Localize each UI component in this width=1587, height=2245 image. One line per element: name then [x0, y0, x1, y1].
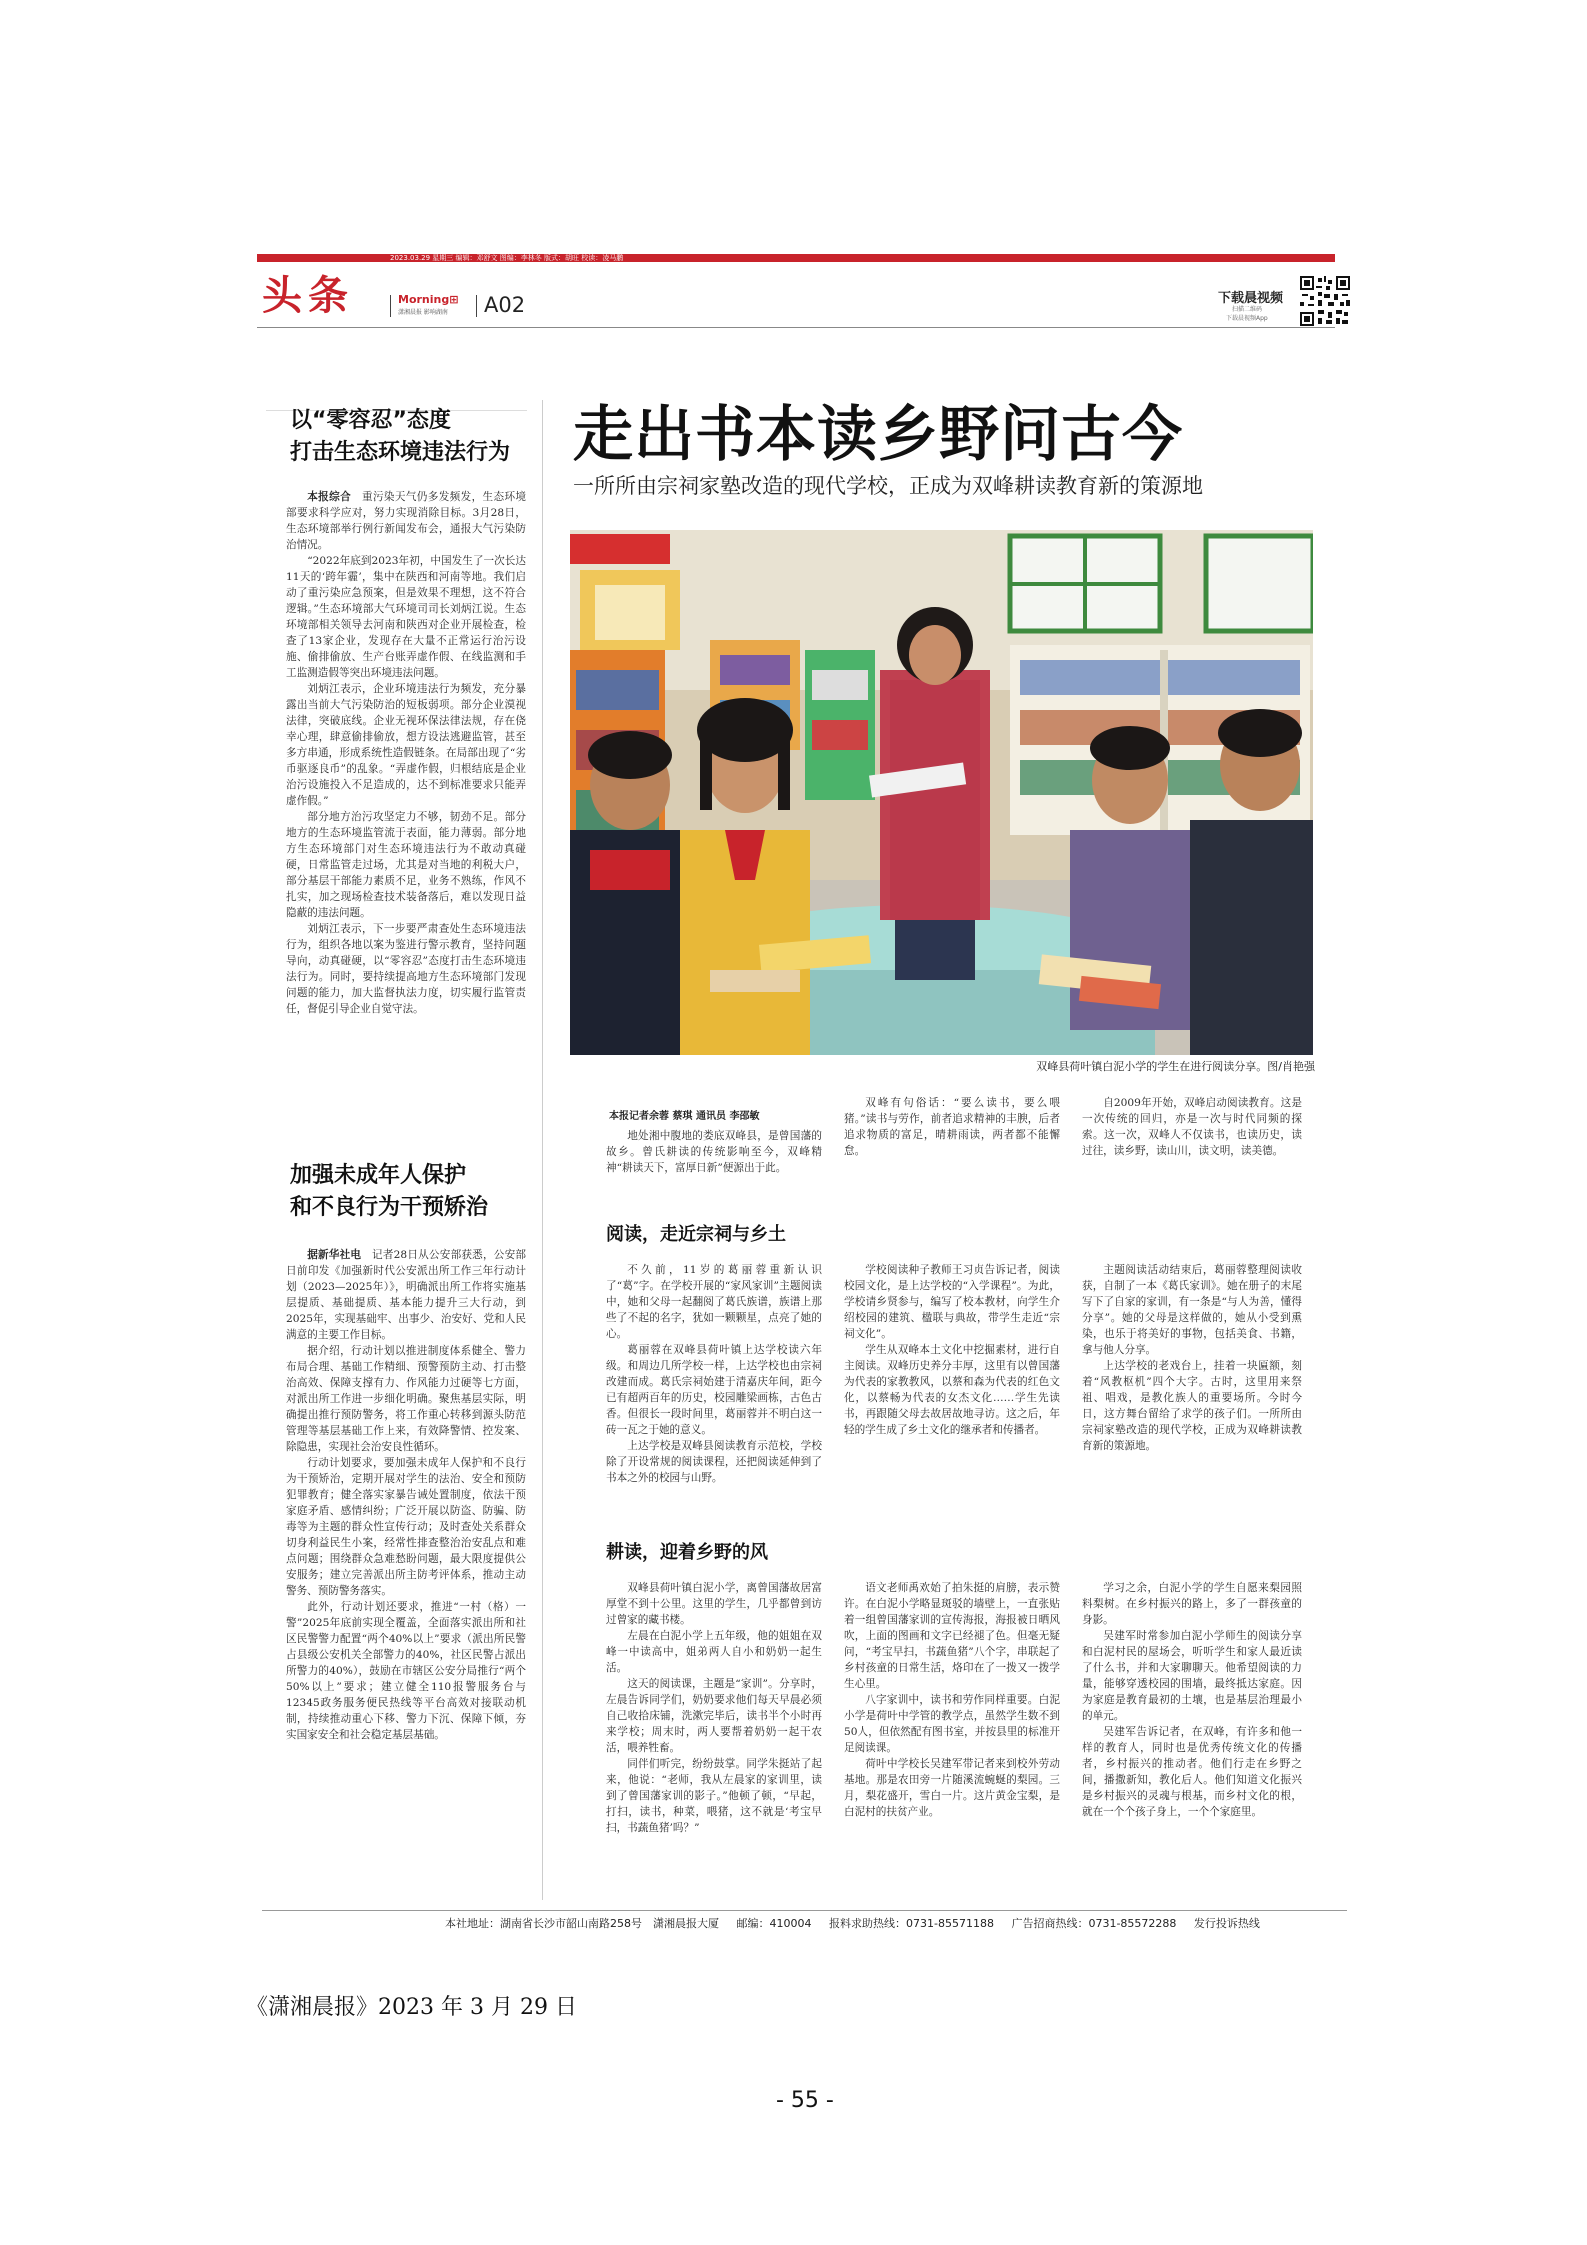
page-number: A02: [484, 293, 526, 317]
download-subtitle: 扫描二维码: [1232, 306, 1263, 313]
article-paragraph: “2022年底到2023年初，中国发生了一次长达11天的‘跨年霾’，集中在陕西和河南等地。我们启动了重污染应急预案，但是效果不理想，这不符合逻辑。”生态环境部大气环境司司长刘炳江说。生态环境部相关领导去河南和陕西对企业开展检查，检查了13家企业，发现存在大量不正常运行治污设施、偷排偷放、生产台账弄虚作假、在线监测和手工监测造假等突出环境违法问题。: [286, 555, 526, 679]
article-paragraph: 学校阅读种子教师王习贞告诉记者，阅读校园文化，是上达学校的“入学课程”。为此，学校请乡贤参与，编写了校本教材，向学生介绍校园的建筑、楹联与典故，带学生走近“宗祠文化”。: [844, 1264, 1060, 1340]
page-indicator: - 55 -: [776, 2088, 834, 2113]
article-column: [1082, 1580, 1302, 1820]
logo-slogan: 潇湘晨报 影响湖南: [398, 309, 448, 316]
download-title: 下载晨视频: [1218, 291, 1284, 306]
qr-code-icon[interactable]: [1300, 276, 1350, 326]
headline-line: 打击生态环境违法行为: [290, 440, 511, 465]
article-headline: [290, 1160, 560, 1224]
article-paragraph: 八字家训中，读书和劳作同样重要。白泥小学是荷叶中学管的教学点，虽然学生数不到50人，但依然配有图书室，并按县里的标准开足阅读课。: [844, 1694, 1060, 1754]
article-paragraph: 吴建军告诉记者，在双峰，有许多和他一样的教育人，同时也是优秀传统文化的传播者，乡村振兴的推动者。他们行走在乡野之间，播撒新知，教化后人。他们知道文化振兴是乡村振兴的灵魂与根基，而乡村文化的根，就在一个个孩子身上，一个个家庭里。: [1082, 1726, 1302, 1818]
article-paragraph: 荷叶中学校长吴建军带记者来到校外劳动基地。那是农田旁一片随溪流蜿蜒的梨园。三月，梨花盛开，雪白一片。这片黄金宝梨，是白泥村的扶贫产业。: [844, 1758, 1060, 1818]
article-paragraph: 葛丽蓉在双峰县荷叶镇上达学校读六年级。和周边几所学校一样，上达学校也由宗祠改建而成。葛氏宗祠始建于清嘉庆年间，距今已有超两百年的历史，校园雕梁画栋，古色古香。但很长一段时间里，葛丽蓉并不明白这一砖一瓦之于她的意义。: [606, 1344, 822, 1436]
byline: 本报记者余蓉 蔡琪 通讯员 李邵敏: [609, 1111, 760, 1122]
footer-ad-hotline: 广告招商热线：0731-85572288: [1011, 1917, 1177, 1930]
headline-line: 加强未成年人保护: [290, 1163, 467, 1188]
header-rule: [257, 327, 1335, 328]
article-paragraph: 语文老师禹欢始了拍朱挺的肩膀，表示赞许。在白泥小学略显斑驳的墙壁上，一直张贴着一组曾国藩家训的宣传海报，海报被日晒风吹，上面的图画和文字已经褪了色。但毫无疑问，“考宝早扫，书蔬鱼猪”八个字，串联起了乡村孩童的日常生活，烙印在了一拨又一拨学生心里。: [844, 1582, 1060, 1690]
article-paragraph: 双峰县荷叶镇白泥小学，离曾国藩故居富厚堂不到十公里。这里的学生，几乎都曾到访过曾家的藏书楼。: [606, 1582, 822, 1626]
section-title: 头条: [262, 273, 354, 319]
article-paragraph: 刘炳江表示，下一步要严肃查处生态环境违法行为，组织各地以案为鉴进行警示教育，坚持问题导向，动真碰硬，以“零容忍”态度打击生态环境违法行为。同时，要持续提高地方生态环境部门发现问题的能力，加大监督执法力度，切实履行监管责任，督促引导企业自觉守法。: [286, 923, 526, 1015]
article-paragraph: 据新华社电 记者28日从公安部获悉，公安部日前印发《加强新时代公安派出所工作三年行动计划（2023—2025年）》，明确派出所工作将实施基层提质、基础提质、基本能力提升三大行动，到2025年，实现基础牢、出事少、治安好、党和人民满意的主要工作目标。: [286, 1249, 526, 1341]
section-heading: 耕读，迎着乡野的风: [606, 1542, 768, 1563]
article-paragraph: 学习之余，白泥小学的学生自愿来梨园照料梨树。在乡村振兴的路上，多了一群孩童的身影。: [1082, 1582, 1302, 1626]
article-paragraph: 行动计划要求，要加强未成年人保护和不良行为干预矫治，定期开展对学生的法治、安全和预防犯罪教育；健全落实家暴告诫处置制度，依法干预家庭矛盾、感情纠纷；广泛开展以防盗、防骗、防毒等为主题的群众性宣传行动；及时查处关系群众切身利益民生小案，经常性排查整治治安乱点和难点问题；围绕群众急难愁盼问题，最大限度提供公安服务；建立完善派出所主防考评体系，推动主动警务、预防警务落实。: [286, 1457, 526, 1597]
footer-address: 本社地址：湖南省长沙市韶山南路258号 潇湘晨报大厦: [445, 1917, 719, 1930]
main-subheadline: 一所所由宗祠家塾改造的现代学校，正成为双峰耕读教育新的策源地: [573, 474, 1203, 498]
article-paragraph: 本报综合 重污染天气仍多发频发，生态环境部要求科学应对，努力实现消除目标。3月28日，生态环境部举行例行新闻发布会，通报大气污染防治情况。: [286, 491, 527, 551]
article-paragraph: 此外，行动计划还要求，推进“一村（格）一警”2025年底前实现全覆盖，全面落实派出所和社区民警警力配置“两个40%以上”要求（派出所民警占县级公安机关全部警力的40%，社区民警占派出所警力的40%），鼓励在市辖区公安分局推行“两个50%以上”要求；建立健全110报警服务台与12345政务服务便民热线等平台高效对接联动机制，持续推动重心下移、警力下沉、保障下倾，夯实国家安全和社会稳定基层基础。: [286, 1601, 526, 1741]
article-paragraph: 上达学校的老戏台上，挂着一块匾额，刻着“风教枢机”四个大字。古时，这里用来祭祖、唱戏，是教化族人的重要场所。今时今日，这方舞台留给了求学的孩子们。一所所由宗祠家塾改造的现代学校，正成为双峰耕读教育新的策源地。: [1082, 1360, 1302, 1452]
headline-line: 和不良行为干预矫治: [290, 1195, 489, 1220]
article-paragraph: 这天的阅读课，主题是“家训”。分享时，左晨告诉同学们，奶奶要求他们每天早晨必须自己收拾床铺，洗漱完毕后，读书半个小时再来学校；周末时，两人要帮着奶奶一起干农活，喂养牲畜。: [606, 1678, 822, 1754]
main-headline: 走出书本读乡野问古今: [573, 400, 1183, 470]
source-note: 《潇湘晨报》2023 年 3 月 29 日: [246, 1995, 577, 2020]
footer-news-hotline: 报料求助热线：0731-85571188: [829, 1917, 994, 1930]
article-paragraph: 吴建军时常参加白泥小学师生的阅读分享和白泥村民的屋场会，听听学生和家人最近读了什么书，并和大家聊聊天。他希望阅读的力量，能够穿透校园的围墙，最终抵达家庭。因为家庭是教育最初的土壤，也是基层治理最小的单元。: [1082, 1630, 1302, 1722]
section-heading: 阅读，走近宗祠与乡土: [606, 1224, 786, 1245]
header-divider: [390, 295, 391, 317]
headline-line: 以“零容忍”态度: [290, 408, 451, 433]
article-paragraph: 同伴们听完，纷纷鼓掌。同学朱挺站了起来，他说：“老师，我从左晨家的家训里，读到了曾国藩家训的影子。”他顿了顿，“早起，打扫，读书，种菜，喂猪，这不就是‘考宝早扫，书蔬鱼猪’吗？”: [606, 1758, 822, 1834]
article-paragraph: 双峰有句俗话：“要么读书，要么喂猪。”读书与劳作，前者追求精神的丰腴，后者追求物质的富足，晴耕雨读，两者都不能懈怠。: [844, 1097, 1060, 1157]
article-column: [1082, 1262, 1302, 1454]
article-paragraph: 据介绍，行动计划以推进制度体系健全、警力布局合理、基础工作精细、预警预防主动、打击整治高效、保障支撑有力、作风能力过硬等七方面，对派出所工作进一步细化明确。聚焦基层实际，明确提出推行预防警务，将工作重心转移到源头防范管理等基层基础工作上来，有效降警情、控发案、除隐患，实现社会治安良性循环。: [286, 1345, 526, 1453]
article-paragraph: 地处湘中腹地的娄底双峰县，是曾国藩的故乡。曾氏耕读的传统影响至今，双峰精神“耕读天下，富厚日新”便源出于此。: [606, 1130, 822, 1174]
article-paragraph: 自2009年开始，双峰启动阅读教育。这是一次传统的回归，亦是一次与时代同频的探索。这一次，双峰人不仅读书，也读历史，读过往，读乡野，读山川，读文明，读美德。: [1082, 1097, 1302, 1157]
article-paragraph: 左晨在白泥小学上五年级，他的姐姐在双峰一中读高中，姐弟两人自小和奶奶一起生活。: [606, 1630, 822, 1674]
dateline: 据新华社电: [307, 1249, 373, 1261]
article-headline: [290, 405, 560, 469]
article-paragraph: 不久前，11岁的葛丽蓉重新认识了“葛”字。在学校开展的“家风家训”主题阅读中，她和父母一起翻阅了葛氏族谱，族谱上那些了不起的名字，犹如一颗颗星，点亮了她的心。: [606, 1264, 822, 1340]
download-subtitle: 下载晨视频App: [1226, 315, 1268, 322]
article-paragraph: 上达学校是双峰县阅读教育示范校，学校除了开设常规的阅读课程，还把阅读延伸到了书本之外的校园与山野。: [606, 1440, 822, 1484]
photo-caption: 双峰县荷叶镇白泥小学的学生在进行阅读分享。图/肖艳强: [1036, 1060, 1315, 1073]
article-body: [286, 1247, 526, 1743]
article-paragraph: 学生从双峰本土文化中挖掘素材，进行自主阅读。双峰历史养分丰厚，这里有以曾国藩为代表的家教教风，以蔡和森为代表的红色文化，以蔡畅为代表的女杰文化……学生先读书，再跟随父母去故居故地寻访。这之后，年轻的学生成了乡土文化的继承者和传播者。: [844, 1344, 1060, 1436]
article-column: [606, 1580, 822, 1836]
footer-rule: [262, 1910, 1347, 1911]
header-divider: [476, 295, 477, 317]
article-column: [844, 1262, 1060, 1438]
article-column: [606, 1262, 822, 1486]
column-divider: [542, 400, 543, 1900]
footer-postcode: 邮编：410004: [736, 1917, 812, 1930]
article-column: [844, 1580, 1060, 1820]
newspaper-logo: [398, 293, 458, 316]
footer-info: [445, 1915, 1345, 1931]
dateline: 本报综合: [307, 491, 362, 503]
article-paragraph: 主题阅读活动结束后，葛丽蓉整理阅读收获，自制了一本《葛氏家训》。她在册子的末尾写下了自家的家训，有一条是“与人为善，懂得分享”。她的父母是这样做的，她从小受到熏染，也乐于将美好的事物，包括美食、书籍，拿与他人分享。: [1082, 1264, 1302, 1356]
logo-text: Morning⊞: [398, 293, 459, 306]
article-body: [286, 489, 526, 1017]
classroom-photo: [570, 530, 1313, 1055]
article-paragraph: 刘炳江表示，企业环境违法行为频发，充分暴露出当前大气污染防治的短板弱项。部分企业漠视法律，突破底线。企业无视环保法律法规，存在侥幸心理，肆意偷排偷放，想方设法逃避监管，甚至多方串通，形成系统性造假链条。在局部出现了“劣币驱逐良币”的乱象。“弄虚作假，归根结底是企业治污设施投入不足造成的，达不到标准要求只能弄虚作假。”: [286, 683, 526, 807]
publication-info: 2023.03.29 星期三 编辑：邓舒文 图编：李林冬 版式：胡旺 校读：凌马鹏: [390, 254, 624, 262]
article-paragraph: 部分地方治污攻坚定力不够，韧劲不足。部分地方的生态环境监管流于表面，能力薄弱。部分地方生态环境部门对生态环境违法行为不敢动真碰硬，日常监管走过场，尤其是对当地的利税大户，部分基层干部能力素质不足，业务不熟练，作风不扎实，加之现场检查技术装备落后，难以发现日益隐蔽的违法问题。: [286, 811, 526, 919]
footer-complaint: 发行投诉热线: [1193, 1917, 1260, 1930]
